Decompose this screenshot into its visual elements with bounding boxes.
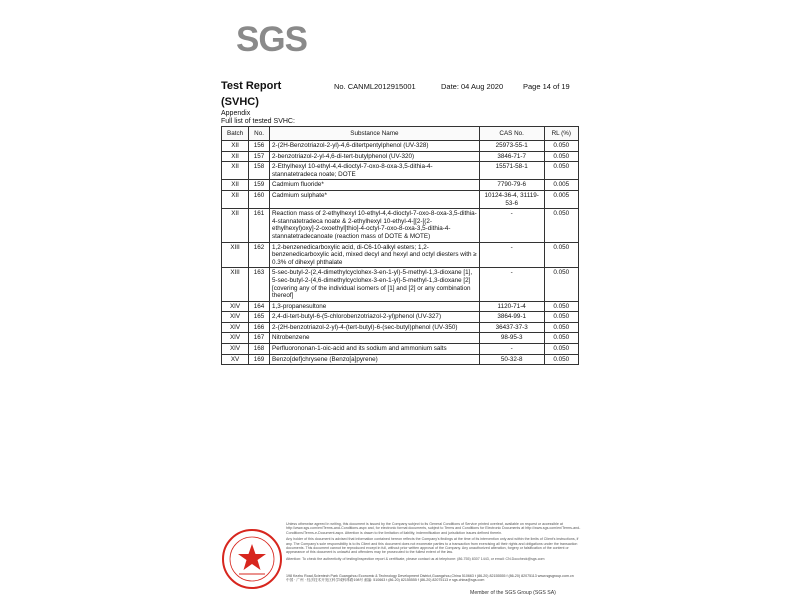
disclaimer-attention: Attention: To check the authenticity of testing/inspection report & certificate, please contact us at telephone: (86-755) 8307 1443, or email: CN.Doccheck@sgs.com [286, 556, 545, 561]
header-rl: RL (%) [544, 127, 578, 141]
cell-rl: 0.050 [544, 312, 578, 323]
cell-substance: Cadmium sulphate* [270, 190, 480, 208]
cell-no: 166 [249, 322, 270, 333]
member-line: Member of the SGS Group (SGS SA) [470, 590, 556, 596]
inspection-seal-icon [221, 528, 283, 590]
table-row [222, 333, 579, 344]
cell-rl: 0.005 [544, 190, 578, 208]
cell-batch: XII [222, 209, 249, 242]
cell-cas: 3864-99-1 [479, 312, 544, 323]
header-batch: Batch [222, 127, 249, 141]
cell-batch: XII [222, 151, 249, 162]
footer-disclaimer [286, 522, 582, 563]
table-row [222, 190, 579, 208]
table-row [222, 162, 579, 180]
table-row [222, 151, 579, 162]
cell-rl: 0.050 [544, 141, 578, 152]
report-subtitle: (SVHC) [221, 96, 259, 108]
table-row [222, 209, 579, 242]
cell-substance: Perfluorononan-1-oic-acid and its sodium and ammonium salts [270, 344, 480, 355]
cell-no: 160 [249, 190, 270, 208]
cell-cas: 36437-37-3 [479, 322, 544, 333]
cell-no: 156 [249, 141, 270, 152]
cell-batch: XII [222, 180, 249, 191]
cell-rl: 0.050 [544, 354, 578, 365]
table-row [222, 301, 579, 312]
list-title: Full list of tested SVHC: [221, 118, 295, 125]
disclaimer-terms: Unless otherwise agreed in writing, this document is issued by the Company subject to its General Conditions of Service printed overleaf, available on request or accessible at http://www.sgs.com/en/Terms-and-Conditions.aspx and, for electronic format documents, subject to Terms and Conditions for Electronic Documents at http://www.sgs.com/en/Terms-and-Conditions/Terms-e-Document.aspx. Attention is drawn to the limitation of liability, indemnification and jurisdiction issues defined therein. [286, 522, 581, 535]
cell-no: 169 [249, 354, 270, 365]
cell-cas: - [479, 344, 544, 355]
cell-rl: 0.050 [544, 162, 578, 180]
sgs-logo [236, 20, 306, 60]
table-row [222, 312, 579, 323]
table-row [222, 141, 579, 152]
cell-rl: 0.050 [544, 268, 578, 301]
cell-batch: XIV [222, 312, 249, 323]
cell-cas: 50-32-8 [479, 354, 544, 365]
cell-substance: Benzo[def]chrysene (Benzo[a]pyrene) [270, 354, 480, 365]
cell-substance: 2-(2H-Benzotriazol-2-yl)-4,6-ditertpentylphenol (UV-328) [270, 141, 480, 152]
cell-no: 159 [249, 180, 270, 191]
table-row [222, 354, 579, 365]
cell-batch: XIV [222, 344, 249, 355]
disclaimer-liability: Any holder of this document is advised that information contained hereon reflects the Company's findings at the time of its intervention only and within the limits of Client's instructions, if any. The Company's sole responsibility is to its Client and this document does not exonerate parties to a transaction from exercising all their rights and obligations under the transaction documents. This document cannot be reproduced except in full, without prior written approval of the Company. Any unauthorized alteration, forgery or falsification of the content or appearance of this document is unlawful and offenders may be prosecuted to the fullest extent of the law. [286, 537, 579, 555]
cell-substance: Cadmium fluoride* [270, 180, 480, 191]
cell-cas: 1120-71-4 [479, 301, 544, 312]
cell-substance: 2-benzotriazol-2-yl-4,6-di-tert-butylphenol (UV-320) [270, 151, 480, 162]
cell-batch: XII [222, 141, 249, 152]
address-english: 198 Kezhu Road,Scientech Park Guangzhou Economic & Technology Development District,Guangzhou,China 510663 t (86-20) 82155555 f (86-20) 82075113 www.sgsgroup.com.cn [286, 574, 574, 578]
report-number: No. CANML2012915001 [334, 82, 416, 91]
header-substance: Substance Name [270, 127, 480, 141]
cell-cas: 3846-71-7 [479, 151, 544, 162]
cell-cas: - [479, 268, 544, 301]
logo-text: SGS [236, 20, 307, 59]
cell-substance: 1,2-benzenedicarboxylic acid, di-C6-10-alkyl esters; 1,2-benzenedicarboxylic acid, mixed decyl and hexyl and octyl diesters with ≥ 0.3% of dihexyl phthalate [270, 242, 480, 268]
cell-no: 164 [249, 301, 270, 312]
table-header-row [222, 127, 579, 141]
table-row [222, 180, 579, 191]
table-row [222, 242, 579, 268]
cell-substance: 2-Ethylhexyl 10-ethyl-4,4-dioctyl-7-oxo-8-oxa-3,5-dithia-4-stannatetradeca noate; DOTE [270, 162, 480, 180]
appendix-label: Appendix [221, 110, 251, 117]
cell-rl: 0.050 [544, 301, 578, 312]
cell-no: 162 [249, 242, 270, 268]
cell-substance: Reaction mass of 2-ethylhexyl 10-ethyl-4,4-dioctyl-7-oxo-8-oxa-3,5-dithia-4-stannatetradeca noate & 2-ethylhexyl 10-ethyl-4-[[2-[(2-ethylhexyl)oxy]-2-oxoethyl]thio]-4-octyl-7-oxo-8-oxa-3,5-dithia-4-stannatetradecanoate (reaction mass of DOTE & MOTE) [270, 209, 480, 242]
cell-batch: XIV [222, 333, 249, 344]
cell-batch: XII [222, 190, 249, 208]
cell-batch: XV [222, 354, 249, 365]
report-date: Date: 04 Aug 2020 [441, 82, 504, 91]
cell-cas: 7790-79-6 [479, 180, 544, 191]
cell-rl: 0.050 [544, 242, 578, 268]
cell-no: 167 [249, 333, 270, 344]
cell-no: 157 [249, 151, 270, 162]
cell-rl: 0.005 [544, 180, 578, 191]
cell-cas: 10124-36-4, 31119-53-6 [479, 190, 544, 208]
report-title: Test Report [221, 80, 282, 92]
cell-substance: Nitrobenzene [270, 333, 480, 344]
svhc-table [221, 126, 579, 365]
cell-rl: 0.050 [544, 209, 578, 242]
cell-no: 158 [249, 162, 270, 180]
cell-rl: 0.050 [544, 151, 578, 162]
header-no: No. [249, 127, 270, 141]
cell-batch: XIV [222, 301, 249, 312]
cell-no: 165 [249, 312, 270, 323]
cell-rl: 0.050 [544, 333, 578, 344]
cell-no: 161 [249, 209, 270, 242]
cell-no: 163 [249, 268, 270, 301]
cell-substance: 2,4-di-tert-butyl-6-(5-chlorobenzotriazol-2-yl)phenol (UV-327) [270, 312, 480, 323]
page-number: Page 14 of 19 [523, 82, 570, 91]
cell-substance: 2-(2H-benzotriazol-2-yl)-4-(tert-butyl)-6-(sec-butyl)phenol (UV-350) [270, 322, 480, 333]
cell-cas: - [479, 209, 544, 242]
cell-rl: 0.050 [544, 322, 578, 333]
cell-substance: 5-sec-butyl-2-(2,4-dimethylcyclohex-3-en-1-yl)-5-methyl-1,3-dioxane [1], 5-sec-butyl-2-(4,6-dimethylcyclohex-3-en-1-yl)-5-methyl-1,3-dioxane [2] [covering any of the individual isomers of [1] and [2] or any combination thereof] [270, 268, 480, 301]
cell-cas: 98-95-3 [479, 333, 544, 344]
cell-cas: 15571-58-1 [479, 162, 544, 180]
footer-address [286, 574, 582, 583]
cell-substance: 1,3-propanesultone [270, 301, 480, 312]
table-row [222, 344, 579, 355]
cell-cas: - [479, 242, 544, 268]
cell-batch: XIII [222, 242, 249, 268]
cell-no: 168 [249, 344, 270, 355]
cell-rl: 0.050 [544, 344, 578, 355]
cell-batch: XIII [222, 268, 249, 301]
table-body [222, 141, 579, 365]
cell-batch: XII [222, 162, 249, 180]
header-cas: CAS No. [479, 127, 544, 141]
table-row [222, 322, 579, 333]
cell-cas: 25973-55-1 [479, 141, 544, 152]
table-row [222, 268, 579, 301]
cell-batch: XIV [222, 322, 249, 333]
address-chinese: 中国 · 广州 · 经济技术开发区科学城科珠路198号 邮编: 510663 t (86-20) 82155555 f (86-20) 82075113 e sgs.china@sgs.com [286, 578, 485, 583]
